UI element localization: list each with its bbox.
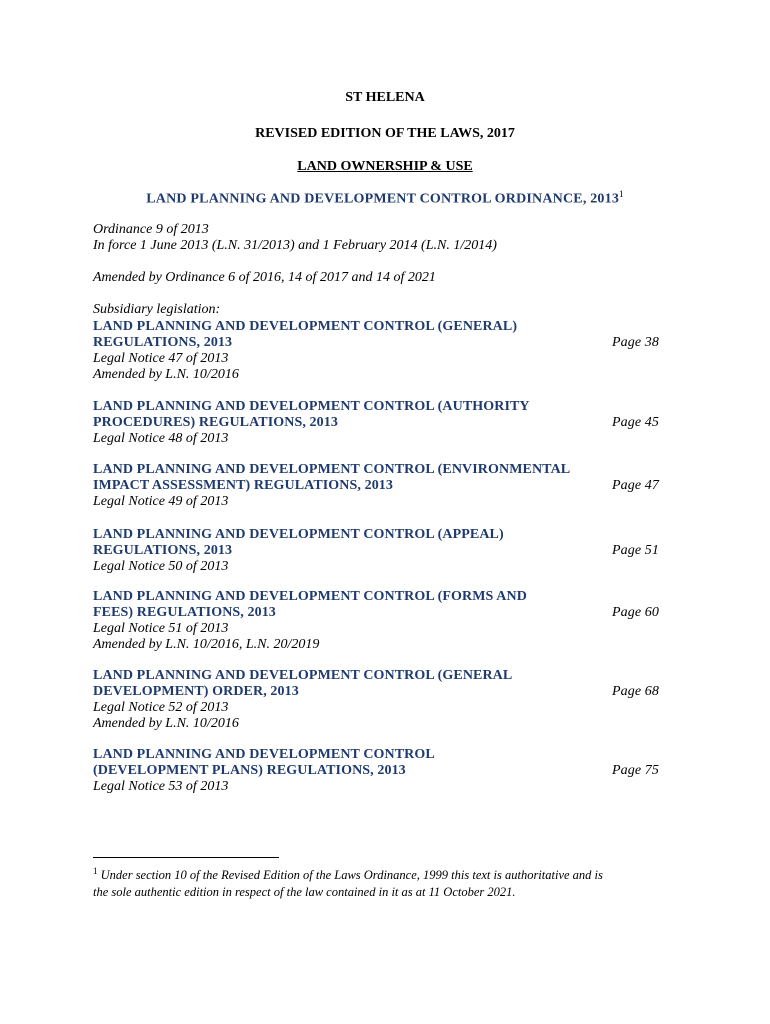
entry-title-line-2 (93, 605, 659, 621)
entry-legal-notice: Legal Notice 50 of 2013 (93, 559, 229, 574)
entry-page-number[interactable]: Page 68 (612, 684, 659, 699)
subsidiary-entry[interactable] (93, 319, 659, 383)
entry-title-text: REGULATIONS, 2013 (93, 543, 233, 558)
entry-title-text: (DEVELOPMENT PLANS) REGULATIONS, 2013 (93, 763, 406, 778)
entry-amendment: Amended by L.N. 10/2016 (93, 367, 239, 382)
ordinance-info (93, 222, 673, 254)
entry-title-line-1: LAND PLANNING AND DEVELOPMENT CONTROL (ENVIRONMENTAL (93, 462, 571, 477)
entry-title-text: DEVELOPMENT) ORDER, 2013 (93, 684, 299, 699)
ordinance-number: Ordinance 9 of 2013 (93, 222, 209, 237)
entry-page-number[interactable]: Page 38 (612, 335, 659, 350)
entry-title-line-2 (93, 335, 659, 351)
entry-legal-notice: Legal Notice 49 of 2013 (93, 494, 229, 509)
entry-title-line-1: LAND PLANNING AND DEVELOPMENT CONTROL (APPEAL) (93, 527, 504, 542)
subsidiary-entry[interactable] (93, 589, 659, 653)
amended-text: Amended by Ordinance 6 of 2016, 14 of 2017 and 14 of 2021 (93, 270, 436, 285)
footnote (93, 863, 683, 901)
entry-legal-notice: Legal Notice 48 of 2013 (93, 431, 229, 446)
entry-title-text: PROCEDURES) REGULATIONS, 2013 (93, 415, 338, 430)
subsidiary-entry[interactable] (93, 462, 659, 510)
entry-legal-notice: Legal Notice 52 of 2013 (93, 700, 229, 715)
entry-title-line-2 (93, 478, 659, 494)
entry-title-line-1: LAND PLANNING AND DEVELOPMENT CONTROL (GENERAL (93, 668, 513, 683)
entry-legal-notice: Legal Notice 53 of 2013 (93, 779, 229, 794)
entry-title-text: IMPACT ASSESSMENT) REGULATIONS, 2013 (93, 478, 393, 493)
entry-title-line-1: LAND PLANNING AND DEVELOPMENT CONTROL (AUTHORITY (93, 399, 530, 414)
entry-title-line-2 (93, 763, 659, 779)
entry-page-number[interactable]: Page 45 (612, 415, 659, 430)
ordinance-title (0, 189, 770, 208)
entry-title-line-1: LAND PLANNING AND DEVELOPMENT CONTROL (FORMS AND (93, 589, 527, 604)
entry-title-line-2 (93, 684, 659, 700)
subsidiary-entry[interactable] (93, 668, 659, 732)
entry-page-number[interactable]: Page 60 (612, 605, 659, 620)
subsidiary-entry[interactable] (93, 747, 659, 795)
entry-title-text: REGULATIONS, 2013 (93, 335, 233, 350)
entry-page-number[interactable]: Page 47 (612, 478, 659, 493)
in-force-text: In force 1 June 2013 (L.N. 31/2013) and 1 February 2014 (L.N. 1/2014) (93, 238, 497, 253)
entry-title-line-2 (93, 415, 659, 431)
entry-page-number[interactable]: Page 75 (612, 763, 659, 778)
footnote-line-2: the sole authentic edition in respect of the law contained in it as at 11 October 2021. (93, 885, 516, 900)
footnote-divider (93, 857, 279, 858)
entry-amendment: Amended by L.N. 10/2016 (93, 716, 239, 731)
ordinance-title-text: LAND PLANNING AND DEVELOPMENT CONTROL ORDINANCE, 2013 (146, 191, 620, 207)
entry-title-text: FEES) REGULATIONS, 2013 (93, 605, 276, 620)
entry-legal-notice: Legal Notice 47 of 2013 (93, 351, 229, 366)
entry-legal-notice: Legal Notice 51 of 2013 (93, 621, 229, 636)
subsidiary-label: Subsidiary legislation: (93, 302, 221, 317)
entry-title-line-1: LAND PLANNING AND DEVELOPMENT CONTROL (93, 747, 435, 762)
jurisdiction-heading: ST HELENA (345, 90, 425, 105)
subsidiary-entry[interactable] (93, 399, 659, 447)
footnote-reference[interactable]: 1 (619, 189, 624, 199)
footnote-line-1: Under section 10 of the Revised Edition of the Laws Ordinance, 1999 this text is authoritative and is (100, 868, 603, 883)
edition-heading: REVISED EDITION OF THE LAWS, 2017 (255, 126, 515, 141)
chapter-heading: LAND OWNERSHIP & USE (297, 159, 473, 174)
footnote-mark: 1 (93, 866, 98, 876)
entry-title-line-1: LAND PLANNING AND DEVELOPMENT CONTROL (GENERAL) (93, 319, 518, 334)
subsidiary-entry[interactable] (93, 527, 659, 575)
entry-title-line-2 (93, 543, 659, 559)
entry-page-number[interactable]: Page 51 (612, 543, 659, 558)
entry-amendment: Amended by L.N. 10/2016, L.N. 20/2019 (93, 637, 320, 652)
